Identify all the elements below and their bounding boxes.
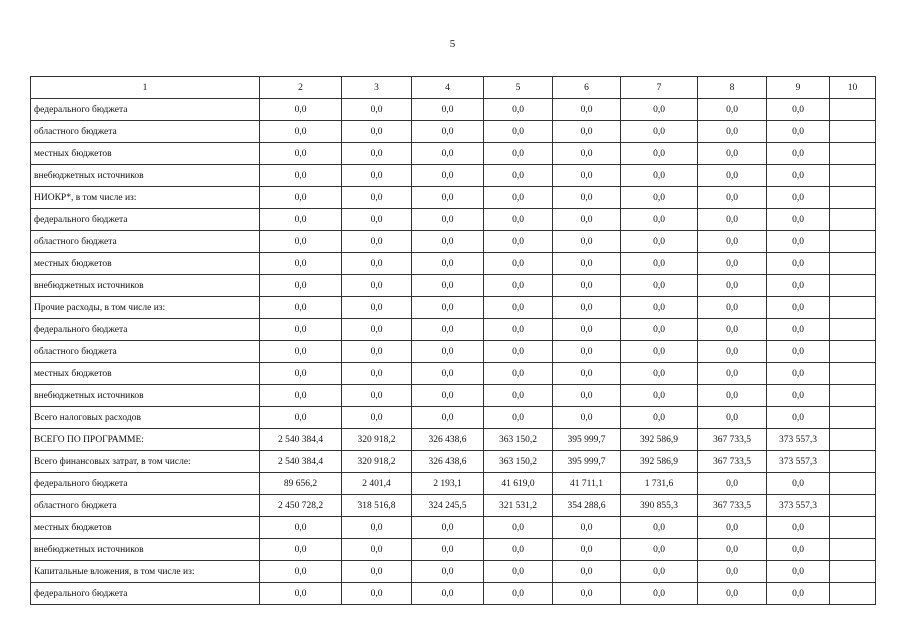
value-cell: 373 557,3 — [767, 451, 830, 473]
value-cell: 41 619,0 — [484, 473, 553, 495]
row-label: федерального бюджета — [31, 473, 260, 495]
value-cell — [830, 143, 876, 165]
value-cell: 0,0 — [553, 209, 621, 231]
value-cell: 0,0 — [698, 187, 767, 209]
value-cell: 0,0 — [260, 561, 342, 583]
value-cell: 2 540 384,4 — [260, 451, 342, 473]
row-label: Прочие расходы, в том числе из: — [31, 297, 260, 319]
value-cell: 0,0 — [553, 143, 621, 165]
row-label: внебюджетных источников — [31, 385, 260, 407]
value-cell: 318 516,8 — [342, 495, 412, 517]
value-cell: 0,0 — [342, 231, 412, 253]
value-cell: 0,0 — [342, 187, 412, 209]
row-label: федерального бюджета — [31, 319, 260, 341]
table-row — [31, 187, 876, 209]
row-label: НИОКР*, в том числе из: — [31, 187, 260, 209]
value-cell: 363 150,2 — [484, 451, 553, 473]
value-cell: 0,0 — [260, 121, 342, 143]
value-cell: 0,0 — [342, 385, 412, 407]
value-cell: 0,0 — [553, 165, 621, 187]
row-label: внебюджетных источников — [31, 165, 260, 187]
value-cell: 0,0 — [342, 121, 412, 143]
value-cell: 0,0 — [412, 297, 484, 319]
value-cell — [830, 319, 876, 341]
column-header-7: 7 — [621, 77, 698, 99]
value-cell: 0,0 — [342, 341, 412, 363]
value-cell: 0,0 — [553, 561, 621, 583]
value-cell: 2 193,1 — [412, 473, 484, 495]
value-cell: 0,0 — [342, 583, 412, 605]
column-header-10: 10 — [830, 77, 876, 99]
value-cell: 0,0 — [553, 583, 621, 605]
value-cell: 0,0 — [260, 143, 342, 165]
value-cell: 1 731,6 — [621, 473, 698, 495]
value-cell: 0,0 — [484, 275, 553, 297]
row-label: областного бюджета — [31, 231, 260, 253]
value-cell: 0,0 — [260, 231, 342, 253]
row-label: федерального бюджета — [31, 583, 260, 605]
value-cell: 0,0 — [484, 561, 553, 583]
table-row — [31, 429, 876, 451]
value-cell: 0,0 — [260, 583, 342, 605]
value-cell: 0,0 — [484, 341, 553, 363]
value-cell: 0,0 — [260, 385, 342, 407]
column-header-4: 4 — [412, 77, 484, 99]
value-cell — [830, 385, 876, 407]
row-label: областного бюджета — [31, 495, 260, 517]
value-cell: 0,0 — [553, 231, 621, 253]
value-cell: 392 586,9 — [621, 451, 698, 473]
value-cell: 0,0 — [767, 385, 830, 407]
page-number: 5 — [449, 38, 456, 50]
value-cell: 0,0 — [553, 297, 621, 319]
row-label: федерального бюджета — [31, 99, 260, 121]
value-cell: 0,0 — [698, 165, 767, 187]
row-label: местных бюджетов — [31, 143, 260, 165]
value-cell: 0,0 — [698, 231, 767, 253]
value-cell: 0,0 — [767, 121, 830, 143]
value-cell: 0,0 — [412, 187, 484, 209]
value-cell: 0,0 — [484, 99, 553, 121]
value-cell: 0,0 — [553, 385, 621, 407]
value-cell: 0,0 — [553, 341, 621, 363]
value-cell: 0,0 — [698, 473, 767, 495]
value-cell: 0,0 — [260, 99, 342, 121]
value-cell: 0,0 — [412, 165, 484, 187]
value-cell — [830, 297, 876, 319]
value-cell: 0,0 — [484, 363, 553, 385]
value-cell — [830, 209, 876, 231]
table-body — [31, 99, 876, 605]
value-cell: 0,0 — [698, 209, 767, 231]
value-cell: 2 450 728,2 — [260, 495, 342, 517]
value-cell — [830, 275, 876, 297]
value-cell: 321 531,2 — [484, 495, 553, 517]
value-cell: 0,0 — [621, 341, 698, 363]
value-cell: 0,0 — [484, 539, 553, 561]
value-cell: 0,0 — [484, 143, 553, 165]
value-cell — [830, 363, 876, 385]
value-cell: 0,0 — [621, 231, 698, 253]
value-cell: 395 999,7 — [553, 451, 621, 473]
value-cell: 0,0 — [412, 319, 484, 341]
table-row — [31, 517, 876, 539]
value-cell: 0,0 — [553, 517, 621, 539]
value-cell: 2 401,4 — [342, 473, 412, 495]
value-cell: 0,0 — [484, 319, 553, 341]
row-label: областного бюджета — [31, 121, 260, 143]
value-cell: 0,0 — [260, 363, 342, 385]
value-cell: 0,0 — [484, 385, 553, 407]
column-header-5: 5 — [484, 77, 553, 99]
value-cell: 0,0 — [260, 341, 342, 363]
value-cell — [830, 99, 876, 121]
column-header-8: 8 — [698, 77, 767, 99]
value-cell: 367 733,5 — [698, 429, 767, 451]
table-row — [31, 363, 876, 385]
value-cell: 373 557,3 — [767, 495, 830, 517]
value-cell: 0,0 — [412, 99, 484, 121]
value-cell: 0,0 — [412, 231, 484, 253]
value-cell: 0,0 — [621, 121, 698, 143]
value-cell: 0,0 — [621, 253, 698, 275]
value-cell: 0,0 — [767, 143, 830, 165]
value-cell: 0,0 — [412, 275, 484, 297]
value-cell — [830, 473, 876, 495]
value-cell: 0,0 — [342, 253, 412, 275]
value-cell: 373 557,3 — [767, 429, 830, 451]
value-cell: 0,0 — [698, 539, 767, 561]
table-row — [31, 319, 876, 341]
value-cell — [830, 539, 876, 561]
value-cell: 0,0 — [698, 583, 767, 605]
column-header-6: 6 — [553, 77, 621, 99]
row-label: Всего финансовых затрат, в том числе: — [31, 451, 260, 473]
row-label: внебюджетных источников — [31, 275, 260, 297]
budget-table — [30, 76, 876, 605]
table-row — [31, 99, 876, 121]
value-cell: 0,0 — [260, 539, 342, 561]
value-cell: 0,0 — [553, 275, 621, 297]
value-cell — [830, 517, 876, 539]
value-cell: 0,0 — [621, 187, 698, 209]
value-cell: 0,0 — [621, 583, 698, 605]
value-cell: 0,0 — [260, 253, 342, 275]
value-cell: 0,0 — [484, 187, 553, 209]
value-cell: 0,0 — [698, 561, 767, 583]
value-cell: 0,0 — [621, 143, 698, 165]
value-cell: 0,0 — [621, 385, 698, 407]
value-cell: 0,0 — [412, 385, 484, 407]
value-cell: 0,0 — [412, 517, 484, 539]
value-cell — [830, 187, 876, 209]
value-cell: 0,0 — [767, 275, 830, 297]
value-cell — [830, 341, 876, 363]
value-cell: 320 918,2 — [342, 451, 412, 473]
value-cell: 0,0 — [767, 209, 830, 231]
value-cell: 0,0 — [412, 253, 484, 275]
value-cell: 0,0 — [698, 319, 767, 341]
table-row — [31, 341, 876, 363]
value-cell: 0,0 — [484, 583, 553, 605]
value-cell: 0,0 — [412, 143, 484, 165]
value-cell: 0,0 — [767, 407, 830, 429]
table-row — [31, 539, 876, 561]
value-cell — [830, 231, 876, 253]
table-row — [31, 583, 876, 605]
value-cell: 0,0 — [621, 319, 698, 341]
value-cell: 0,0 — [698, 517, 767, 539]
value-cell: 0,0 — [484, 253, 553, 275]
value-cell: 0,0 — [342, 319, 412, 341]
value-cell: 0,0 — [698, 385, 767, 407]
table-row — [31, 451, 876, 473]
value-cell: 0,0 — [553, 407, 621, 429]
value-cell: 0,0 — [484, 407, 553, 429]
row-label: местных бюджетов — [31, 363, 260, 385]
value-cell: 0,0 — [621, 297, 698, 319]
value-cell: 0,0 — [412, 407, 484, 429]
table-row — [31, 561, 876, 583]
table-header-row — [31, 77, 876, 99]
value-cell: 0,0 — [412, 363, 484, 385]
value-cell: 0,0 — [484, 121, 553, 143]
value-cell: 0,0 — [412, 583, 484, 605]
value-cell: 324 245,5 — [412, 495, 484, 517]
value-cell — [830, 407, 876, 429]
value-cell: 0,0 — [260, 209, 342, 231]
value-cell: 0,0 — [698, 341, 767, 363]
value-cell: 0,0 — [621, 209, 698, 231]
value-cell: 0,0 — [553, 99, 621, 121]
value-cell: 0,0 — [698, 99, 767, 121]
value-cell: 0,0 — [484, 517, 553, 539]
value-cell: 0,0 — [553, 187, 621, 209]
table-row — [31, 253, 876, 275]
value-cell: 0,0 — [767, 341, 830, 363]
value-cell — [830, 165, 876, 187]
value-cell: 0,0 — [553, 253, 621, 275]
value-cell: 395 999,7 — [553, 429, 621, 451]
value-cell: 0,0 — [260, 319, 342, 341]
value-cell: 0,0 — [698, 297, 767, 319]
row-label: внебюджетных источников — [31, 539, 260, 561]
table-row — [31, 495, 876, 517]
value-cell: 0,0 — [484, 297, 553, 319]
value-cell: 0,0 — [342, 297, 412, 319]
value-cell: 0,0 — [767, 561, 830, 583]
value-cell: 0,0 — [553, 363, 621, 385]
value-cell: 0,0 — [621, 165, 698, 187]
value-cell: 0,0 — [260, 407, 342, 429]
table-row — [31, 275, 876, 297]
value-cell: 0,0 — [621, 275, 698, 297]
row-label: федерального бюджета — [31, 209, 260, 231]
value-cell — [830, 451, 876, 473]
value-cell: 0,0 — [621, 363, 698, 385]
value-cell: 0,0 — [767, 253, 830, 275]
column-header-9: 9 — [767, 77, 830, 99]
row-label: областного бюджета — [31, 341, 260, 363]
row-label: Всего налоговых расходов — [31, 407, 260, 429]
value-cell: 354 288,6 — [553, 495, 621, 517]
value-cell: 0,0 — [260, 517, 342, 539]
row-label: местных бюджетов — [31, 517, 260, 539]
value-cell: 0,0 — [767, 297, 830, 319]
value-cell: 0,0 — [412, 341, 484, 363]
value-cell: 0,0 — [553, 121, 621, 143]
value-cell: 0,0 — [621, 99, 698, 121]
value-cell — [830, 429, 876, 451]
value-cell: 0,0 — [342, 143, 412, 165]
value-cell: 0,0 — [260, 187, 342, 209]
value-cell: 367 733,5 — [698, 495, 767, 517]
table-row — [31, 297, 876, 319]
value-cell: 89 656,2 — [260, 473, 342, 495]
value-cell: 326 438,6 — [412, 451, 484, 473]
value-cell: 0,0 — [698, 363, 767, 385]
value-cell — [830, 495, 876, 517]
value-cell: 0,0 — [621, 517, 698, 539]
value-cell: 0,0 — [412, 209, 484, 231]
value-cell: 0,0 — [621, 561, 698, 583]
value-cell: 0,0 — [767, 99, 830, 121]
table-row — [31, 473, 876, 495]
value-cell: 0,0 — [260, 165, 342, 187]
value-cell: 2 540 384,4 — [260, 429, 342, 451]
value-cell: 0,0 — [621, 407, 698, 429]
value-cell: 0,0 — [342, 539, 412, 561]
value-cell: 0,0 — [767, 539, 830, 561]
table-row — [31, 231, 876, 253]
value-cell: 0,0 — [412, 539, 484, 561]
value-cell: 363 150,2 — [484, 429, 553, 451]
table-row — [31, 385, 876, 407]
value-cell: 0,0 — [342, 165, 412, 187]
value-cell: 367 733,5 — [698, 451, 767, 473]
value-cell — [830, 561, 876, 583]
value-cell: 0,0 — [342, 363, 412, 385]
value-cell: 0,0 — [484, 165, 553, 187]
value-cell: 0,0 — [698, 275, 767, 297]
value-cell: 0,0 — [698, 407, 767, 429]
value-cell: 0,0 — [767, 165, 830, 187]
value-cell: 41 711,1 — [553, 473, 621, 495]
value-cell — [830, 583, 876, 605]
table-row — [31, 165, 876, 187]
value-cell: 0,0 — [484, 209, 553, 231]
value-cell: 0,0 — [342, 517, 412, 539]
row-label: местных бюджетов — [31, 253, 260, 275]
table-row — [31, 121, 876, 143]
value-cell: 326 438,6 — [412, 429, 484, 451]
value-cell: 0,0 — [698, 143, 767, 165]
value-cell: 0,0 — [342, 407, 412, 429]
value-cell: 0,0 — [767, 517, 830, 539]
value-cell: 0,0 — [767, 583, 830, 605]
value-cell: 392 586,9 — [621, 429, 698, 451]
value-cell: 390 855,3 — [621, 495, 698, 517]
value-cell: 320 918,2 — [342, 429, 412, 451]
value-cell: 0,0 — [553, 539, 621, 561]
value-cell: 0,0 — [342, 209, 412, 231]
value-cell: 0,0 — [342, 561, 412, 583]
table-row — [31, 209, 876, 231]
value-cell — [830, 253, 876, 275]
value-cell: 0,0 — [412, 121, 484, 143]
value-cell: 0,0 — [698, 253, 767, 275]
value-cell: 0,0 — [553, 319, 621, 341]
column-header-1: 1 — [31, 77, 260, 99]
value-cell — [830, 121, 876, 143]
value-cell: 0,0 — [767, 319, 830, 341]
value-cell: 0,0 — [767, 363, 830, 385]
value-cell: 0,0 — [621, 539, 698, 561]
value-cell: 0,0 — [342, 275, 412, 297]
value-cell: 0,0 — [412, 561, 484, 583]
row-label: Капитальные вложения, в том числе из: — [31, 561, 260, 583]
row-label: ВСЕГО ПО ПРОГРАММЕ: — [31, 429, 260, 451]
value-cell: 0,0 — [342, 99, 412, 121]
value-cell: 0,0 — [484, 231, 553, 253]
table-row — [31, 407, 876, 429]
value-cell: 0,0 — [260, 275, 342, 297]
value-cell: 0,0 — [767, 231, 830, 253]
column-header-2: 2 — [260, 77, 342, 99]
value-cell: 0,0 — [698, 121, 767, 143]
column-header-3: 3 — [342, 77, 412, 99]
value-cell: 0,0 — [767, 473, 830, 495]
value-cell: 0,0 — [767, 187, 830, 209]
table-row — [31, 143, 876, 165]
value-cell: 0,0 — [260, 297, 342, 319]
